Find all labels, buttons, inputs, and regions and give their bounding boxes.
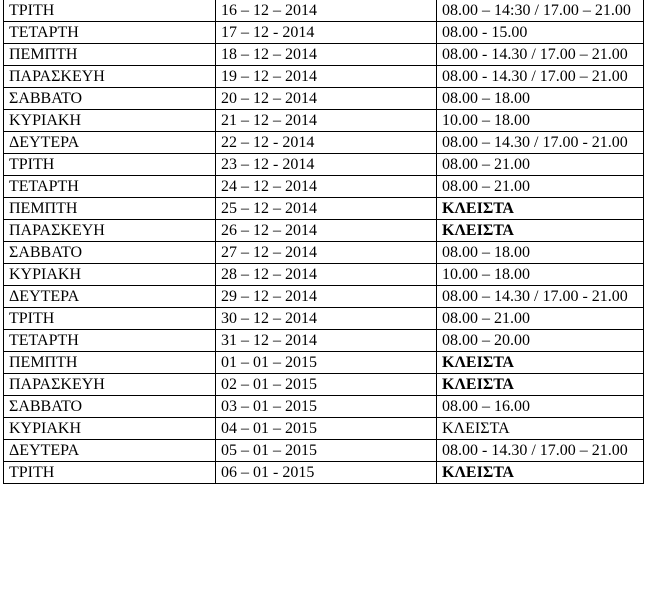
table-row [4,374,644,396]
hours-cell: 08.00 - 14.30 / 17.00 – 21.00 [437,44,644,66]
day-cell: ΣΑΒΒΑΤΟ [4,88,216,110]
day-cell: ΠΑΡΑΣΚΕΥΗ [4,220,216,242]
day-cell: ΤΕΤΑΡΤΗ [4,22,216,44]
hours-cell: 08.00 – 21.00 [437,308,644,330]
hours-cell: 08.00 – 21.00 [437,154,644,176]
table-row [4,198,644,220]
table-row [4,264,644,286]
date-cell: 03 – 01 – 2015 [216,396,437,418]
hours-cell: 08.00 - 14.30 / 17.00 – 21.00 [437,440,644,462]
hours-cell: 08.00 - 14.30 / 17.00 – 21.00 [437,66,644,88]
date-cell: 16 – 12 – 2014 [216,0,437,22]
table-row [4,88,644,110]
table-row [4,462,644,484]
table-row [4,22,644,44]
table-row [4,44,644,66]
schedule-body [4,0,644,484]
day-cell: ΚΥΡΙΑΚΗ [4,110,216,132]
day-cell: ΠΕΜΠΤΗ [4,198,216,220]
date-cell: 30 – 12 – 2014 [216,308,437,330]
day-cell: ΔΕΥΤΕΡΑ [4,286,216,308]
hours-cell: 08.00 – 18.00 [437,242,644,264]
date-cell: 24 – 12 – 2014 [216,176,437,198]
table-row [4,242,644,264]
table-row [4,308,644,330]
hours-cell: 10.00 – 18.00 [437,264,644,286]
day-cell: ΤΕΤΑΡΤΗ [4,330,216,352]
hours-cell: 08.00 – 14:30 / 17.00 – 21.00 [437,0,644,22]
hours-cell: 08.00 – 14.30 / 17.00 - 21.00 [437,132,644,154]
hours-cell: ΚΛΕΙΣΤΑ [437,418,644,440]
day-cell: ΠΕΜΠΤΗ [4,44,216,66]
closed-cell: ΚΛΕΙΣΤΑ [437,374,644,396]
closed-cell: ΚΛΕΙΣΤΑ [437,462,644,484]
day-cell: ΤΡΙΤΗ [4,0,216,22]
table-row [4,396,644,418]
table-row [4,66,644,88]
date-cell: 21 – 12 – 2014 [216,110,437,132]
day-cell: ΔΕΥΤΕΡΑ [4,132,216,154]
date-cell: 29 – 12 – 2014 [216,286,437,308]
table-row [4,176,644,198]
date-cell: 25 – 12 – 2014 [216,198,437,220]
table-row [4,132,644,154]
day-cell: ΚΥΡΙΑΚΗ [4,418,216,440]
table-row [4,330,644,352]
date-cell: 20 – 12 – 2014 [216,88,437,110]
date-cell: 06 – 01 - 2015 [216,462,437,484]
date-cell: 22 – 12 - 2014 [216,132,437,154]
hours-cell: 08.00 – 20.00 [437,330,644,352]
hours-cell: 08.00 – 18.00 [437,88,644,110]
date-cell: 28 – 12 – 2014 [216,264,437,286]
hours-cell: 08.00 – 21.00 [437,176,644,198]
closed-cell: ΚΛΕΙΣΤΑ [437,352,644,374]
date-cell: 23 – 12 - 2014 [216,154,437,176]
day-cell: ΤΡΙΤΗ [4,308,216,330]
closed-cell: ΚΛΕΙΣΤΑ [437,198,644,220]
day-cell: ΤΡΙΤΗ [4,462,216,484]
day-cell: ΠΑΡΑΣΚΕΥΗ [4,66,216,88]
date-cell: 17 – 12 - 2014 [216,22,437,44]
table-row [4,154,644,176]
date-cell: 27 – 12 – 2014 [216,242,437,264]
table-row [4,286,644,308]
day-cell: ΠΕΜΠΤΗ [4,352,216,374]
date-cell: 02 – 01 – 2015 [216,374,437,396]
day-cell: ΣΑΒΒΑΤΟ [4,242,216,264]
hours-cell: 10.00 – 18.00 [437,110,644,132]
hours-cell: 08.00 - 15.00 [437,22,644,44]
day-cell: ΤΡΙΤΗ [4,154,216,176]
day-cell: ΣΑΒΒΑΤΟ [4,396,216,418]
schedule-table [3,0,644,484]
table-row [4,0,644,22]
date-cell: 04 – 01 – 2015 [216,418,437,440]
table-row [4,440,644,462]
table-row [4,110,644,132]
day-cell: ΤΕΤΑΡΤΗ [4,176,216,198]
date-cell: 05 – 01 – 2015 [216,440,437,462]
table-row [4,220,644,242]
table-row [4,418,644,440]
date-cell: 26 – 12 – 2014 [216,220,437,242]
closed-cell: ΚΛΕΙΣΤΑ [437,220,644,242]
date-cell: 01 – 01 – 2015 [216,352,437,374]
table-row [4,352,644,374]
day-cell: ΚΥΡΙΑΚΗ [4,264,216,286]
date-cell: 31 – 12 – 2014 [216,330,437,352]
day-cell: ΔΕΥΤΕΡΑ [4,440,216,462]
date-cell: 18 – 12 – 2014 [216,44,437,66]
day-cell: ΠΑΡΑΣΚΕΥΗ [4,374,216,396]
hours-cell: 08.00 – 16.00 [437,396,644,418]
hours-cell: 08.00 – 14.30 / 17.00 - 21.00 [437,286,644,308]
date-cell: 19 – 12 – 2014 [216,66,437,88]
